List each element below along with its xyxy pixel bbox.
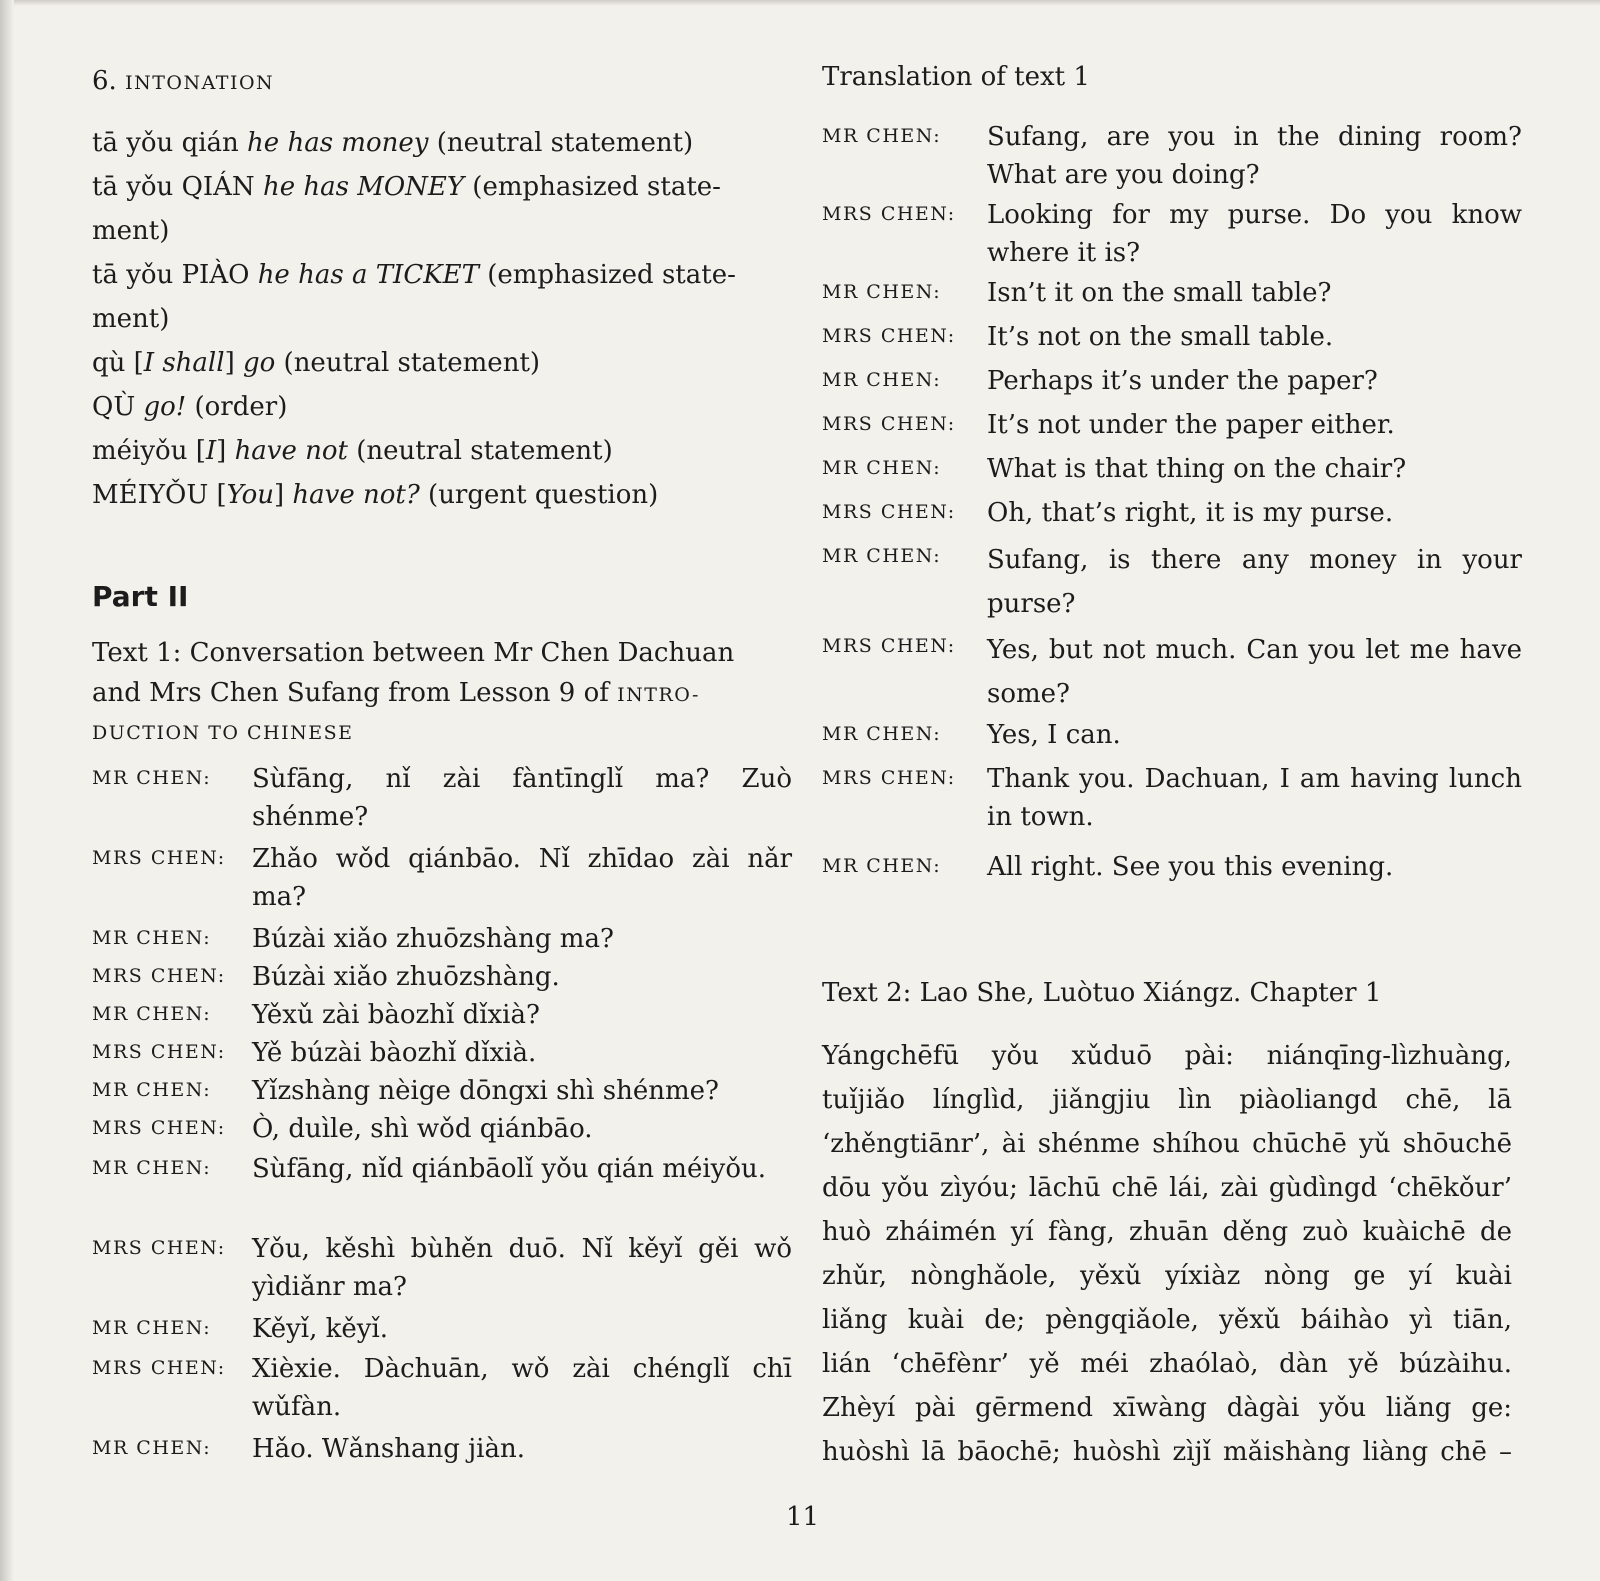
speaker: MR CHEN: bbox=[822, 457, 942, 479]
speaker: MRS CHEN: bbox=[822, 203, 956, 225]
page-number: 11 bbox=[786, 1502, 820, 1532]
section-title: INTONATION bbox=[125, 72, 275, 94]
speaker: MR CHEN: bbox=[822, 723, 942, 745]
speaker: MRS CHEN: bbox=[92, 1041, 226, 1063]
example-line: tā yǒu QIÁN he has MONEY (emphasized state- bbox=[92, 172, 721, 202]
utterance: Xièxie. Dàchuān, wǒ zài chénglǐ chī wǔfàn. bbox=[252, 1354, 792, 1422]
speaker: MRS CHEN: bbox=[92, 1357, 226, 1379]
example-line: tā yǒu PIÀO he has a TICKET (emphasized state- bbox=[92, 260, 736, 290]
section-heading bbox=[92, 64, 274, 100]
text1-heading-line: and Mrs Chen Sufang from Lesson 9 of INTRO- bbox=[92, 678, 700, 708]
example-line: ment) bbox=[92, 216, 170, 246]
paragraph-line: zhǔr, nònghǎole, yěxǔ yíxiàz nòng ge yí kuài bbox=[822, 1261, 1512, 1291]
utterance: Sùfāng, nǐ zài fàntīnglǐ ma? Zuò shénme? bbox=[252, 764, 792, 832]
utterance: Búzài xiǎo zhuōzshàng. bbox=[252, 962, 560, 992]
speaker: MR CHEN: bbox=[822, 281, 942, 303]
utterance: Ò, duìle, shì wǒd qiánbāo. bbox=[252, 1114, 593, 1144]
example-line: méiyǒu [I] have not (neutral statement) bbox=[92, 436, 613, 466]
speaker: MRS CHEN: bbox=[822, 325, 956, 347]
speaker: MR CHEN: bbox=[822, 855, 942, 877]
utterance: Yǐzshàng nèige dōngxi shì shénme? bbox=[252, 1076, 719, 1106]
speaker: MR CHEN: bbox=[92, 1317, 212, 1339]
utterance: Hǎo. Wǎnshang jiàn. bbox=[252, 1434, 525, 1464]
speaker: MRS CHEN: bbox=[92, 1237, 226, 1259]
example-line: MÉIYǑU [You] have not? (urgent question) bbox=[92, 480, 659, 510]
speaker: MRS CHEN: bbox=[822, 501, 956, 523]
speaker: MRS CHEN: bbox=[92, 965, 226, 987]
utterance: Yǒu, kěshì bùhěn duō. Nǐ kěyǐ gěi wǒ yìdiǎnr ma? bbox=[252, 1234, 792, 1302]
speaker: MR CHEN: bbox=[822, 545, 942, 567]
utterance: Sùfāng, nǐd qiánbāolǐ yǒu qián méiyǒu. bbox=[252, 1154, 766, 1184]
speaker: MRS CHEN: bbox=[822, 767, 956, 789]
text1-heading-line: Text 1: Conversation between Mr Chen Dachuan bbox=[92, 638, 735, 668]
example-line: ment) bbox=[92, 304, 170, 334]
utterance: Sufang, is there any money in your purse? bbox=[987, 545, 1522, 619]
utterance: What is that thing on the chair? bbox=[987, 454, 1407, 484]
speaker: MR CHEN: bbox=[92, 1157, 212, 1179]
speaker: MR CHEN: bbox=[92, 927, 212, 949]
paragraph-line: liǎng kuài de; pèngqiǎole, yěxǔ báihào yì tiān, bbox=[822, 1305, 1512, 1335]
text2-title: Text 2: Lao She, Luòtuo Xiángz. Chapter 1 bbox=[822, 978, 1382, 1008]
speaker: MR CHEN: bbox=[92, 1003, 212, 1025]
utterance: All right. See you this evening. bbox=[987, 852, 1394, 882]
example-line: QÙ go! (order) bbox=[92, 392, 288, 422]
speaker: MRS CHEN: bbox=[92, 1117, 226, 1139]
utterance: Perhaps it’s under the paper? bbox=[987, 366, 1378, 396]
speaker: MRS CHEN: bbox=[822, 413, 956, 435]
utterance: Yě búzài bàozhǐ dǐxià. bbox=[252, 1038, 537, 1068]
speaker: MR CHEN: bbox=[92, 1079, 212, 1101]
utterance: Zhǎo wǒd qiánbāo. Nǐ zhīdao zài nǎr ma? bbox=[252, 844, 792, 912]
page-top-shadow bbox=[0, 0, 1600, 6]
paragraph-line: Zhèyí pài gērmend xīwàng dàgài yǒu liǎng ge: bbox=[822, 1393, 1512, 1423]
utterance: Oh, that’s right, it is my purse. bbox=[987, 498, 1394, 528]
utterance: Kěyǐ, kěyǐ. bbox=[252, 1314, 389, 1344]
utterance: Looking for my purse. Do you know where it is? bbox=[987, 200, 1522, 268]
utterance: Yes, I can. bbox=[987, 720, 1121, 750]
speaker: MR CHEN: bbox=[92, 1437, 212, 1459]
text2-paragraph bbox=[822, 1034, 1512, 1474]
translation-title: Translation of text 1 bbox=[822, 62, 1090, 92]
paragraph-line: ‘zhěngtiānr’, ài shénme shíhou chūchē yǔ shōuchē bbox=[822, 1129, 1512, 1159]
utterance: Yěxǔ zài bàozhǐ dǐxià? bbox=[252, 1000, 540, 1030]
paragraph-line: huò zháimén yí fàng, zhuān děng zuò kuàichē de bbox=[822, 1217, 1512, 1247]
utterance: Yes, but not much. Can you let me have some? bbox=[987, 635, 1522, 709]
utterance: Sufang, are you in the dining room? What are you doing? bbox=[987, 122, 1522, 190]
paragraph-line: dōu yǒu zìyóu; lāchū chē lái, zài gùdìngd ‘chēkǒur’ bbox=[822, 1173, 1512, 1203]
utterance: Búzài xiǎo zhuōzshàng ma? bbox=[252, 924, 614, 954]
example-line: tā yǒu qián he has money (neutral statement) bbox=[92, 128, 694, 158]
speaker: MRS CHEN: bbox=[822, 635, 956, 657]
utterance: It’s not under the paper either. bbox=[987, 410, 1395, 440]
example-line: qù [I shall] go (neutral statement) bbox=[92, 348, 541, 378]
speaker: MRS CHEN: bbox=[92, 847, 226, 869]
paragraph-line: Yángchēfū yǒu xǔduō pài: niánqīng-lìzhuàng, bbox=[822, 1041, 1512, 1071]
paragraph-line: huòshì lā bāochē; huòshì zìjǐ mǎishàng liàng chē – bbox=[822, 1437, 1512, 1467]
part-title: Part II bbox=[92, 580, 189, 613]
utterance: It’s not on the small table. bbox=[987, 322, 1334, 352]
utterance: Isn’t it on the small table? bbox=[987, 278, 1332, 308]
paragraph-line: tuǐjiǎo línglìd, jiǎngjiu lìn piàoliangd chē, lā bbox=[822, 1085, 1512, 1115]
speaker: MR CHEN: bbox=[92, 767, 212, 789]
text1-heading-line: DUCTION TO CHINESE bbox=[92, 722, 354, 744]
paragraph-line: lián ‘chēfènr’ yě méi zhaólaò, dàn yě búzàihu. bbox=[822, 1349, 1512, 1379]
speaker: MR CHEN: bbox=[822, 125, 942, 147]
binding-shadow bbox=[0, 0, 14, 1581]
utterance: Thank you. Dachuan, I am having lunch in town. bbox=[987, 764, 1522, 832]
section-number: 6. bbox=[92, 66, 117, 96]
speaker: MR CHEN: bbox=[822, 369, 942, 391]
